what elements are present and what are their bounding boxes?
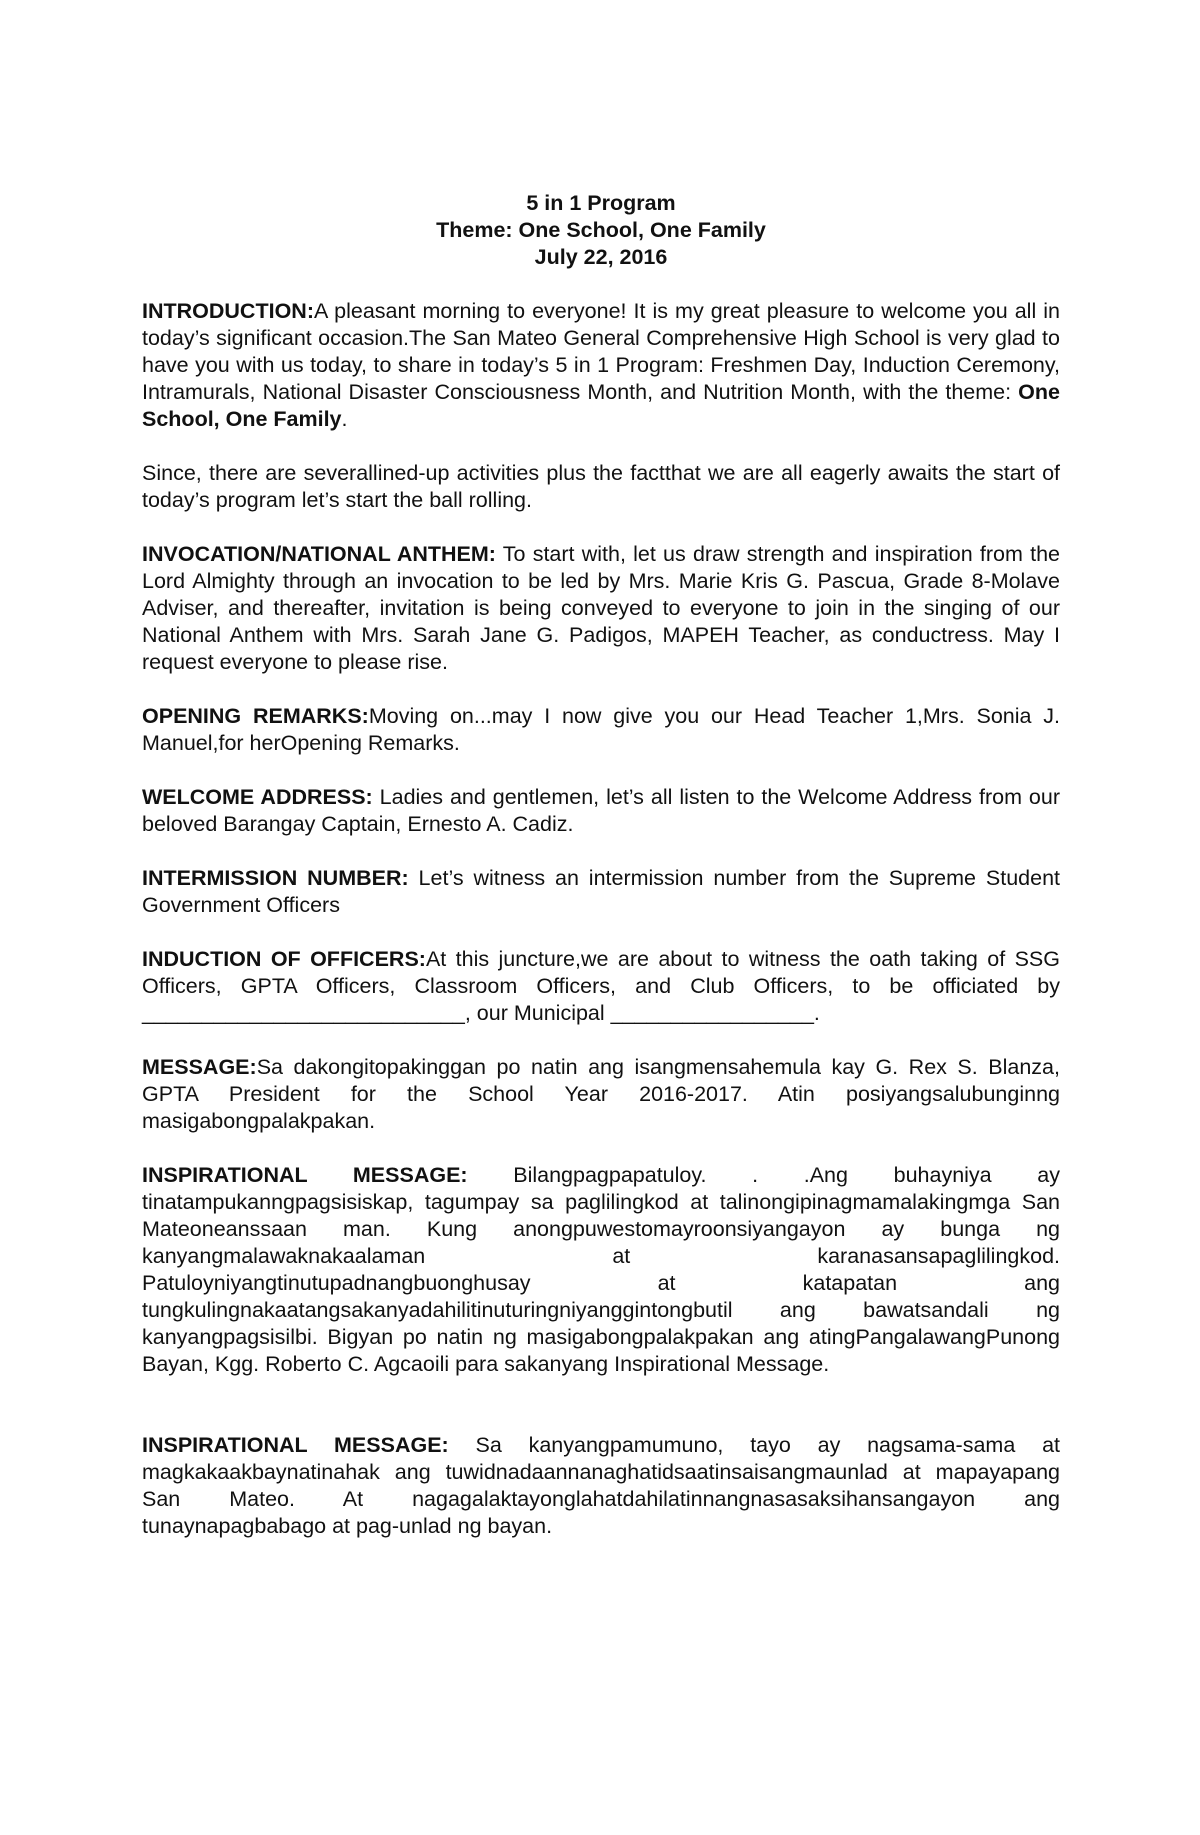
introduction-label: INTRODUCTION: xyxy=(142,299,314,323)
invocation-label: INVOCATION/NATIONAL ANTHEM: xyxy=(142,542,496,566)
program-header xyxy=(142,190,1060,271)
invocation-text: To start with, let us draw strength and inspiration from the Lord Almighty through an invocation to be led by Mrs. Marie Kris G. Pascua, Grade 8-Molave Adviser, and thereafter, invitation is being conveyed to everyone to join in the singing of our National Anthem with Mrs. Sarah Jane G. Padigos, MAPEH Teacher, as conductress. May I request everyone to please rise. xyxy=(142,542,1060,674)
induction-paragraph xyxy=(142,946,1060,1027)
introduction-theme: One School, One Family xyxy=(142,380,1060,431)
induction-label: INDUCTION OF OFFICERS: xyxy=(142,947,426,971)
inspirational-message-paragraph-2 xyxy=(142,1432,1060,1540)
message-text: Sa dakongitopakinggan po natin ang isangmensahemula kay G. Rex S. Blanza, GPTA President for the School Year 2016-2017. Atin posiyangsalubunginng masigabongpalakpakan. xyxy=(142,1055,1060,1133)
inspirational-message-text-2: Sa kanyangpamumuno, tayo ay nagsama-sama at magkakaakbaynatinahak ang tuwidnadaannanaghatidsaatinsaisangmaunlad at mapayapang San Mateo. At nagagalaktayonglahatdahilatinnangnasasaksihansangayon ang tunaynapagbabago at pag-unlad ng bayan. xyxy=(142,1433,1060,1538)
induction-text: At this juncture,we are about to witness the oath taking of SSG Officers, GPTA Officers, Classroom Officers, and Club Officers, to be officiated by ___________________________, our Municipal _________________. xyxy=(142,947,1060,1025)
welcome-address-paragraph xyxy=(142,784,1060,838)
opening-remarks-paragraph xyxy=(142,703,1060,757)
intermission-text: Let’s witness an intermission number from the Supreme Student Government Officers xyxy=(142,866,1060,917)
document-page xyxy=(142,190,1060,1567)
intermission-paragraph xyxy=(142,865,1060,919)
opening-remarks-label: OPENING REMARKS: xyxy=(142,704,369,728)
transition-paragraph xyxy=(142,460,1060,514)
inspirational-message-paragraph-1 xyxy=(142,1162,1060,1378)
message-label: MESSAGE: xyxy=(142,1055,257,1079)
inspirational-message-text-1: Bilangpagpapatuloy. . .Ang buhayniya ay tinatampukanngpagsisiskap, tagumpay sa paglilingkod at talinongipinagmamalakingmga San Mateoneanssaan man. Kung anongpuwestomayroonsiyangayon ay bunga ng kanyangmalawaknakaalaman at karanasansapaglilingkod. Patuloyniyangtinutupadnangbuonghusay at katapatan ang tungkulingnakaatangsakanyadahilitinuturingniyanggintongbutil ang bawatsandali ng kanyangpagsisilbi. Bigyan po natin ng masigabongpalakpakan ang atingPangalawangPunong Bayan, Kgg. Roberto C. Agcaoili para sakanyang Inspirational Message. xyxy=(142,1163,1060,1376)
program-theme: Theme: One School, One Family xyxy=(436,218,766,242)
inspirational-message-label-1: INSPIRATIONAL MESSAGE: xyxy=(142,1163,468,1187)
transition-text: Since, there are severallined-up activities plus the factthat we are all eagerly awaits the start of today’s program let’s start the ball rolling. xyxy=(142,461,1060,512)
welcome-address-text: Ladies and gentlemen, let’s all listen to the Welcome Address from our beloved Barangay Captain, Ernesto A. Cadiz. xyxy=(142,785,1060,836)
invocation-paragraph xyxy=(142,541,1060,676)
introduction-end: . xyxy=(341,407,348,431)
intermission-label: INTERMISSION NUMBER: xyxy=(142,866,409,890)
introduction-paragraph xyxy=(142,298,1060,433)
opening-remarks-text: Moving on...may I now give you our Head Teacher 1,Mrs. Sonia J. Manuel,for herOpening Remarks. xyxy=(142,704,1061,755)
program-date: July 22, 2016 xyxy=(534,245,668,269)
welcome-address-label: WELCOME ADDRESS: xyxy=(142,785,373,809)
inspirational-message-label-2: INSPIRATIONAL MESSAGE: xyxy=(142,1433,449,1457)
program-title: 5 in 1 Program xyxy=(526,191,676,215)
introduction-text: A pleasant morning to everyone! It is my great pleasure to welcome you all in today’s significant occasion.The San Mateo General Comprehensive High School is very glad to have you with us today, to share in today’s 5 in 1 Program: Freshmen Day, Induction Ceremony, Intramurals, National Disaster Consciousness Month, and Nutrition Month, with the theme: xyxy=(142,299,1060,404)
message-paragraph xyxy=(142,1054,1060,1135)
